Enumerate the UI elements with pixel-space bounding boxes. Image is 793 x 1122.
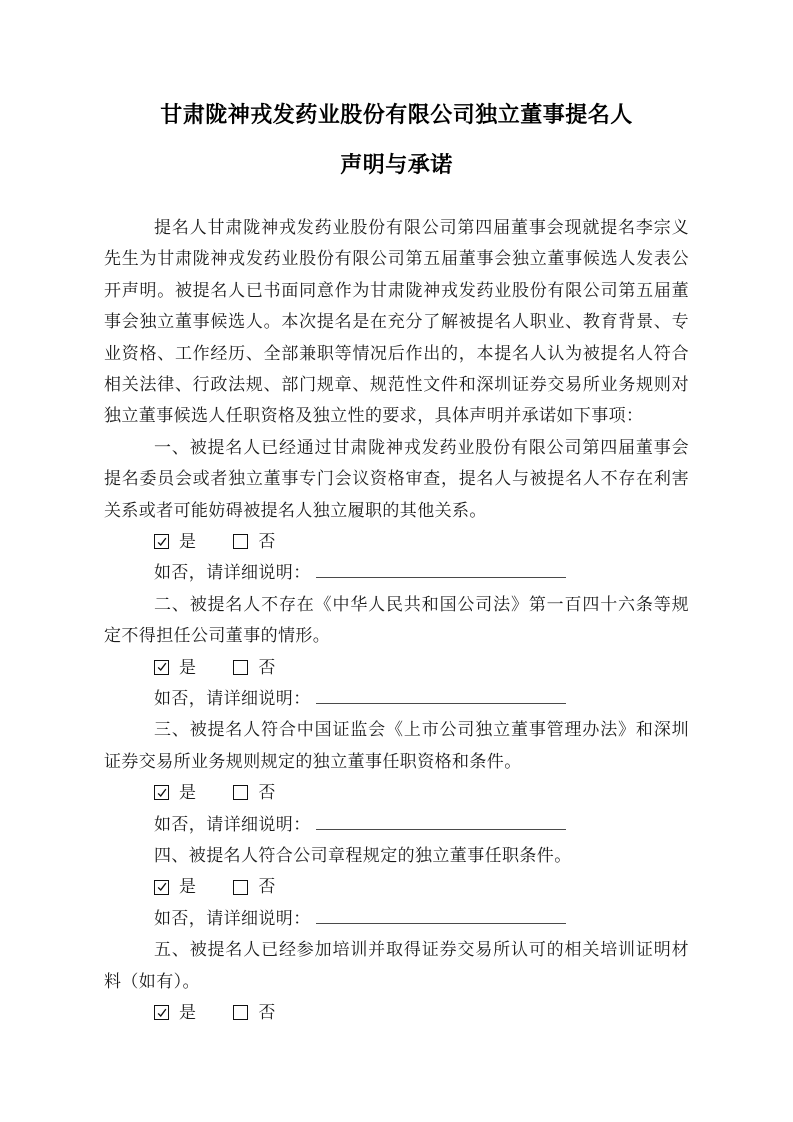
checked-checkbox-icon[interactable] — [154, 880, 169, 895]
if-no-detail-row — [104, 683, 689, 714]
unchecked-checkbox-icon[interactable] — [233, 785, 248, 800]
answer-row — [104, 871, 689, 902]
if-no-prompt: 如否，请详细说明： — [154, 908, 311, 928]
if-no-prompt: 如否，请详细说明： — [154, 814, 311, 834]
if-no-prompt: 如否，请详细说明： — [154, 689, 311, 709]
no-option[interactable] — [233, 777, 275, 808]
unchecked-checkbox-icon[interactable] — [233, 1005, 248, 1020]
document-title-line1: 甘肃陇神戎发药业股份有限公司独立董事提名人 — [160, 102, 633, 127]
yes-label: 是 — [179, 877, 197, 897]
checked-checkbox-icon[interactable] — [154, 660, 169, 675]
if-no-prompt: 如否，请详细说明： — [154, 563, 311, 583]
unchecked-checkbox-icon[interactable] — [233, 660, 248, 675]
yes-label: 是 — [179, 1003, 197, 1023]
item-text: 二、被提名人不存在《中华人民共和国公司法》第一百四十六条等规定不得担任公司董事的情形。 — [104, 594, 689, 646]
declaration-item-5 — [104, 934, 689, 1028]
no-option[interactable] — [233, 526, 275, 557]
detail-blank-line[interactable] — [316, 684, 566, 704]
item-text: 三、被提名人符合中国证监会《上市公司独立董事管理办法》和深圳证券交易所业务规则规定的独立董事任职资格和条件。 — [104, 720, 689, 771]
no-option[interactable] — [233, 997, 275, 1028]
no-option[interactable] — [233, 652, 275, 683]
no-label: 否 — [258, 783, 276, 803]
document-body — [104, 212, 689, 1028]
yes-option[interactable] — [154, 997, 196, 1028]
declaration-item-3 — [104, 714, 689, 840]
no-label: 否 — [258, 1003, 276, 1023]
declaration-item-4 — [104, 840, 689, 934]
yes-label: 是 — [179, 532, 197, 552]
unchecked-checkbox-icon[interactable] — [233, 534, 248, 549]
unchecked-checkbox-icon[interactable] — [233, 880, 248, 895]
intro-paragraph: 提名人甘肃陇神戎发药业股份有限公司第四届董事会现就提名李宗义先生为甘肃陇神戎发药业股份有限公司第五届董事会独立董事候选人发表公开声明。被提名人已书面同意作为甘肃陇神戎发药业股份有限公司第五届董事会独立董事候选人。本次提名是在充分了解被提名人职业、教育背景、专业资格、工作经历、全部兼职等情况后作出的，本提名人认为被提名人符合相关法律、行政法规、部门规章、规范性文件和深圳证券交易所业务规则对独立董事候选人任职资格及独立性的要求，具体声明并承诺如下事项： — [104, 218, 689, 426]
no-label: 否 — [258, 532, 276, 552]
detail-blank-line[interactable] — [316, 904, 566, 924]
detail-blank-line[interactable] — [316, 558, 566, 578]
declaration-item-2 — [104, 589, 689, 715]
yes-option[interactable] — [154, 526, 196, 557]
if-no-detail-row — [104, 809, 689, 840]
document-title-line2: 声明与承诺 — [340, 152, 453, 177]
yes-option[interactable] — [154, 777, 196, 808]
answer-row — [104, 526, 689, 557]
item-text: 四、被提名人符合公司章程规定的独立董事任职条件。 — [154, 846, 572, 866]
no-label: 否 — [258, 657, 276, 677]
if-no-detail-row — [104, 903, 689, 934]
no-option[interactable] — [233, 871, 275, 902]
yes-label: 是 — [179, 783, 197, 803]
item-text: 一、被提名人已经通过甘肃陇神戎发药业股份有限公司第四届董事会提名委员会或者独立董事专门会议资格审查，提名人与被提名人不存在利害关系或者可能妨碍被提名人独立履职的其他关系。 — [104, 437, 689, 520]
checked-checkbox-icon[interactable] — [154, 1005, 169, 1020]
detail-blank-line[interactable] — [316, 810, 566, 830]
yes-option[interactable] — [154, 652, 196, 683]
answer-row — [104, 997, 689, 1028]
checked-checkbox-icon[interactable] — [154, 534, 169, 549]
answer-row — [104, 777, 689, 808]
checked-checkbox-icon[interactable] — [154, 785, 169, 800]
yes-option[interactable] — [154, 871, 196, 902]
yes-label: 是 — [179, 657, 197, 677]
no-label: 否 — [258, 877, 276, 897]
document-title — [104, 90, 689, 190]
declaration-item-1 — [104, 432, 689, 589]
answer-row — [104, 652, 689, 683]
if-no-detail-row — [104, 557, 689, 588]
item-text: 五、被提名人已经参加培训并取得证券交易所认可的相关培训证明材料（如有）。 — [104, 940, 689, 991]
